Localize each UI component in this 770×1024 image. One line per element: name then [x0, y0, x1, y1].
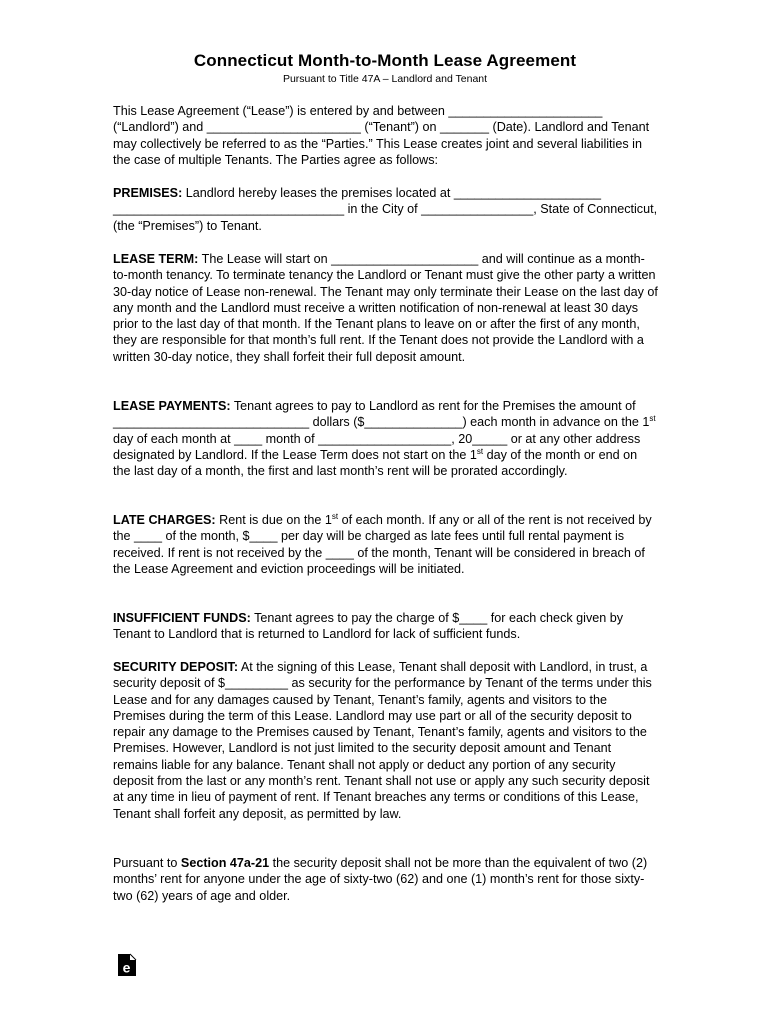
insufficient-funds-text: Tenant agrees to pay the charge of $____ for each check given by Tenant to Landlord that is returned to Landlord for lack of sufficient funds.	[113, 611, 624, 642]
lease-payments-text-2: day of each month at ____ month of ___________________, 20_____ or at any other address designated by Landlord. If the Lease Term does not start on the 1	[113, 431, 641, 462]
eforms-logo-icon	[116, 953, 138, 977]
premises-section	[113, 185, 658, 234]
pursuant-section	[113, 855, 658, 904]
late-charges-text-1: Rent is due on the 1	[215, 513, 332, 527]
pursuant-text-2: the security deposit shall not be more than the equivalent of two (2) months’ rent for anyone under the age of sixty-two (62) and one (1) month’s rent for those sixty-two (62) years of age and older.	[113, 856, 648, 903]
security-deposit-heading: SECURITY DEPOSIT:	[113, 660, 239, 674]
lease-payments-text-3: day of the month or end on the last day of a month, the first and last month’s rent will be prorated accordingly.	[113, 447, 638, 479]
lease-term-section	[113, 251, 658, 365]
svg-text:e: e	[122, 959, 131, 976]
intro-text: This Lease Agreement (“Lease”) is entered by and between ______________________ (“Landlord”) and ______________________ (“Tenant”) on _______ (Date). Landlord and Tenant may collectively be referred to as the “Parties.” This Lease creates joint and several liabilities in the case of multiple Tenants. The Parties agree as follows:	[113, 104, 650, 167]
lease-term-text: The Lease will start on _____________________ and will continue as a month-to-month tenancy. To terminate tenancy the Landlord or Tenant must give the other party a written 30-day notice of Lease non-renewal. The Tenant may only terminate their Lease on the last day of any month and the Landlord must receive a written notification of non-renewal at least 30 days prior to the last day of that month. If the Tenant plans to leave on or after the first of any month, they are responsible for that month’s full rent. If the Tenant does not provide the Landlord with a written 30-day notice, they shall forfeit their full deposit amount.	[113, 252, 658, 364]
ordinal-suffix: st	[649, 414, 656, 424]
security-deposit-text: At the signing of this Lease, Tenant shall deposit with Landlord, in trust, a security deposit of $_________ as security for the performance by Tenant of the terms under this Lease and for any damages caused by Tenant, Tenant’s family, agents and visitors to the Premises during the term of this Lease. Landlord may use part or all of the security deposit to repair any damage to the Premises caused by Tenant, Tenant’s family, agents and visitors to the Premises. However, Landlord is not just limited to the security deposit amount and Tenant remains liable for any balance. Tenant shall not apply or deduct any portion of any security deposit from the last or any month’s rent. Tenant shall not use or apply any such security deposit at any time in lieu of payment of rent. If Tenant breaches any terms or conditions of this Lease, Tenant shall forfeit any deposit, as permitted by law.	[113, 660, 652, 821]
lease-payments-text-1: Tenant agrees to pay to Landlord as rent for the Premises the amount of ____________________________ dollars ($______________) each month in advance on the 1	[113, 399, 650, 430]
premises-heading: PREMISES:	[113, 186, 183, 200]
lease-payments-heading: LEASE PAYMENTS:	[113, 399, 231, 413]
statute-reference: Section 47a-21	[180, 856, 270, 870]
lease-payments-section	[113, 398, 658, 479]
document-title: Connecticut Month-to-Month Lease Agreement	[193, 51, 577, 70]
ordinal-suffix: st	[331, 511, 339, 521]
document-subtitle: Pursuant to Title 47A – Landlord and Tenant	[282, 73, 488, 85]
insufficient-funds-section	[113, 610, 658, 643]
insufficient-funds-heading: INSUFFICIENT FUNDS:	[113, 611, 251, 625]
security-deposit-section	[113, 659, 658, 822]
late-charges-section	[113, 512, 658, 577]
intro-paragraph	[113, 103, 658, 168]
late-charges-heading: LATE CHARGES:	[113, 513, 216, 527]
late-charges-text-2: of each month. If any or all of the rent is not received by the ____ of the month, $____ per day will be charged as late fees until full rental payment is received. If rent is not received by the ____ of the month, Tenant will be considered in breach of the Lease Agreement and eviction proceedings will be initiated.	[113, 513, 652, 576]
pursuant-text-1: Pursuant to	[113, 856, 181, 870]
lease-term-heading: LEASE TERM:	[113, 252, 199, 266]
ordinal-suffix: st	[476, 446, 484, 456]
premises-text: Landlord hereby leases the premises located at _____________________ _________________________________ in the City of ________________, State of Connecticut, (the “Premises”) to Tenant.	[113, 186, 658, 233]
